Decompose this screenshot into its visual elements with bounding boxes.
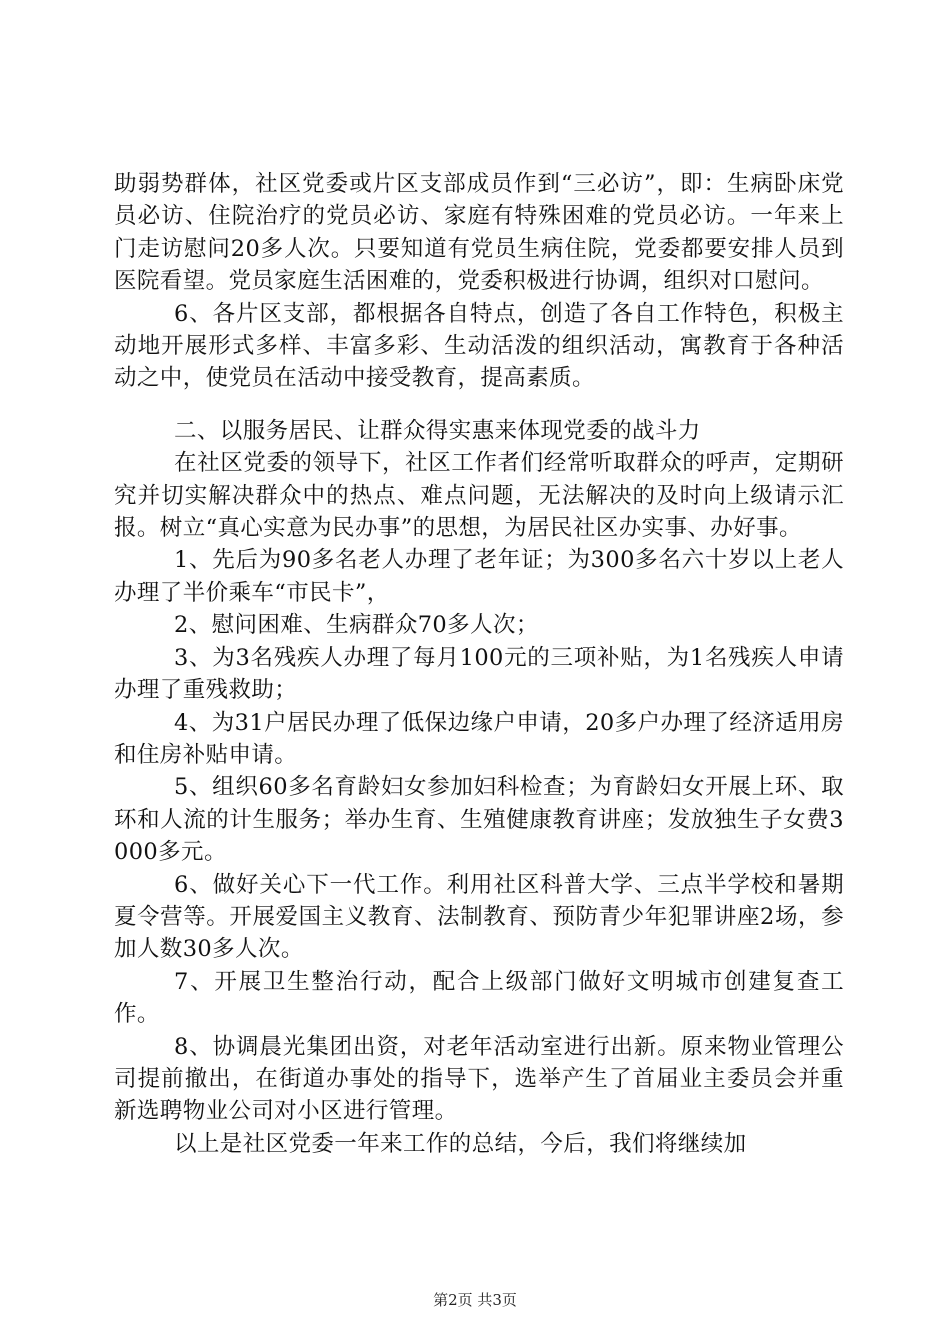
paragraph-conclusion: 以上是社区党委一年来工作的总结，今后，我们将继续加 (174, 1130, 747, 1157)
paragraph-continuation: 助弱势群体，社区党委或片区支部成员作到“三必访”，即：生病卧床党员必访、住院治疗的党员必访、家庭有特殊困难的党员必访。一年来上门走访慰问20多人次。只要知道有党员生病住院，党委都要安排人员到医院看望。党员家庭生活困难的，党委积极进行协调，组织对口慰问。 (114, 171, 844, 295)
paragraph-item-6: 6、做好关心下一代工作。利用社区科普大学、三点半学校和暑期夏令营等。开展爱国主义教育、法制教育、预防青少年犯罪讲座2场，参加人数30多人次。 (114, 871, 844, 963)
paragraph-item-8: 8、协调晨光集团出资，对老年活动室进行出新。原来物业管理公司提前撤出，在街道办事处的指导下，选举产生了首届业主委员会并重新选聘物业公司对小区进行管理。 (114, 1033, 844, 1125)
paragraph-item-1: 1、先后为90多名老人办理了老年证；为300多名六十岁以上老人办理了半价乘车“市民卡”， (114, 547, 844, 606)
section-heading-2: 二、以服务居民、让群众得实惠来体现党委的战斗力 (174, 417, 701, 444)
paragraph-item-6-branch-activities: 6、各片区支部，都根据各自特点，创造了各自工作特色，积极主动地开展形式多样、丰富多彩、生动活泼的组织活动，寓教育于各种活动之中，使党员在活动中接受教育，提高素质。 (114, 300, 844, 392)
page-number-footer: 第2页 共3页 (433, 1291, 517, 1309)
paragraph-item-2: 2、慰问困难、生病群众70多人次； (174, 612, 539, 639)
paragraph-item-7: 7、开展卫生整治行动，配合上级部门做好文明城市创建复查工作。 (114, 968, 844, 1028)
document-body (114, 168, 844, 1160)
paragraph-item-3: 3、为3名残疾人办理了每月100元的三项补贴，为1名残疾人申请办理了重残救助； (114, 644, 844, 704)
paragraph-item-4: 4、为31户居民办理了低保边缘户申请，20多户办理了经济适用房和住房补贴申请。 (114, 709, 844, 768)
paragraph-item-5: 5、组织60多名育龄妇女参加妇科检查；为育龄妇女开展上环、取环和人流的计生服务；举办生育、生殖健康教育讲座；发放独生子女费3000多元。 (114, 774, 844, 866)
paragraph-section-2-intro: 在社区党委的领导下，社区工作者们经常听取群众的呼声，定期研究并切实解决群众中的热点、难点问题，无法解决的及时向上级请示汇报。树立“真心实意为民办事”的思想，为居民社区办实事、办好事。 (114, 450, 844, 542)
